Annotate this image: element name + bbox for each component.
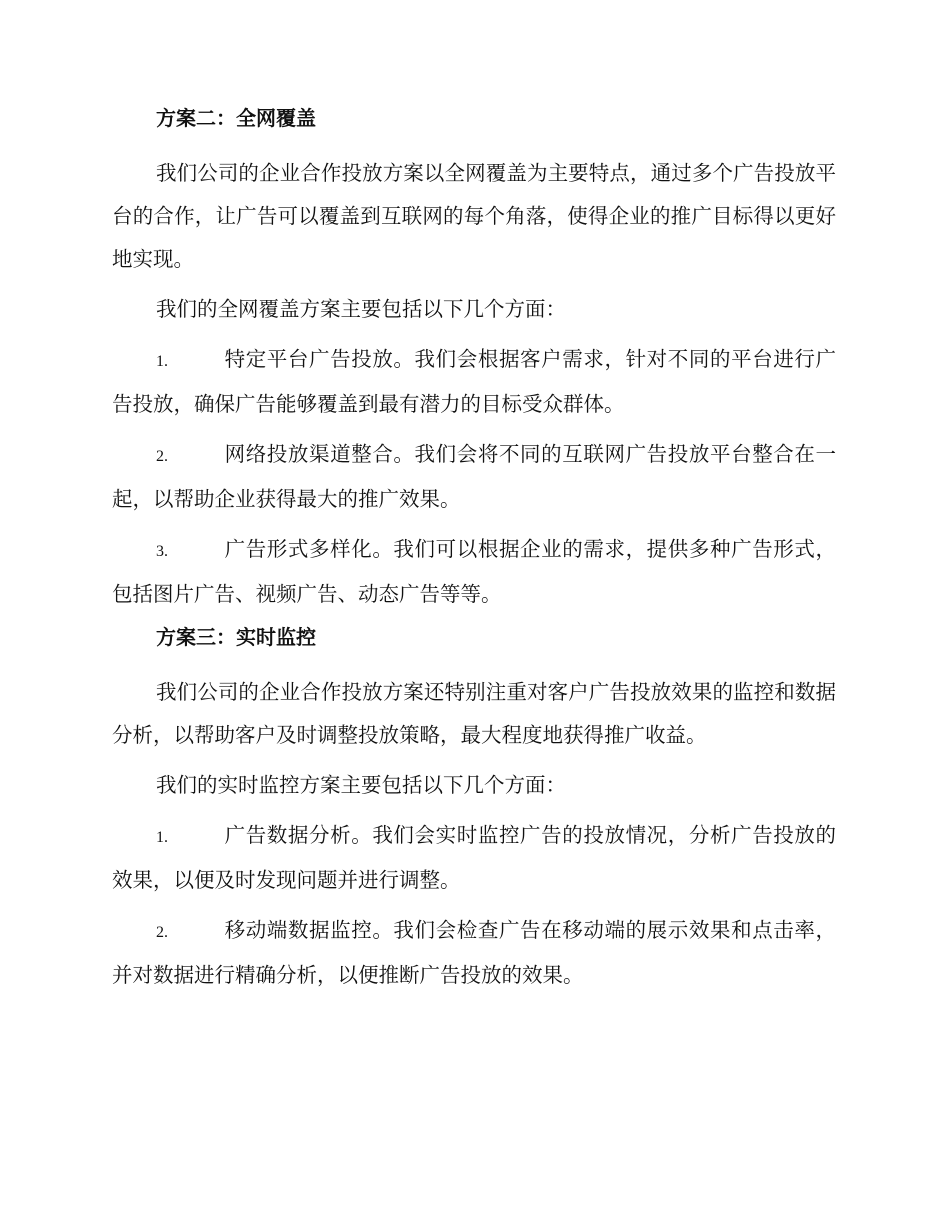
list-item (112, 433, 836, 521)
list-item (112, 909, 836, 997)
list-item-number: 1. (156, 829, 168, 846)
section-intro-paragraph: 我们公司的企业合作投放方案还特别注重对客户广告投放效果的监控和数据分析，以帮助客户及时调整投放策略，最大程度地获得推广收益。 (112, 680, 836, 747)
section-heading: 方案二：全网覆盖 (156, 106, 316, 130)
list-item (112, 528, 836, 616)
section-lead-paragraph: 我们的全网覆盖方案主要包括以下几个方面： (156, 297, 566, 321)
section-realtime-monitoring (112, 623, 836, 997)
list-item-text: 移动端数据监控。我们会检查广告在移动端的展示效果和点击率，并对数据进行精确分析，以便推断广告投放的效果。 (112, 918, 836, 987)
list-item-number: 1. (156, 353, 168, 370)
section-heading: 方案三：实时监控 (156, 625, 316, 649)
list-item (112, 338, 836, 426)
list-item-number: 2. (156, 448, 168, 465)
section-lead-paragraph: 我们的实时监控方案主要包括以下几个方面： (156, 773, 566, 797)
list-item-text: 广告数据分析。我们会实时监控广告的投放情况，分析广告投放的效果，以便及时发现问题并进行调整。 (112, 823, 836, 892)
list-item (112, 814, 836, 902)
list-item-number: 2. (156, 924, 168, 941)
list-item-text: 网络投放渠道整合。我们会将不同的互联网广告投放平台整合在一起，以帮助企业获得最大的推广效果。 (112, 442, 836, 511)
list-item-text: 广告形式多样化。我们可以根据企业的需求，提供多种广告形式，包括图片广告、视频广告、动态广告等等。 (112, 537, 836, 606)
section-intro-paragraph: 我们公司的企业合作投放方案以全网覆盖为主要特点，通过多个广告投放平台的合作，让广告可以覆盖到互联网的每个角落，使得企业的推广目标得以更好地实现。 (112, 161, 836, 271)
list-item-text: 特定平台广告投放。我们会根据客户需求，针对不同的平台进行广告投放，确保广告能够覆盖到最有潜力的目标受众群体。 (112, 347, 836, 416)
document-page (112, 104, 836, 1004)
list-item-number: 3. (156, 543, 168, 560)
section-full-coverage (112, 104, 836, 616)
